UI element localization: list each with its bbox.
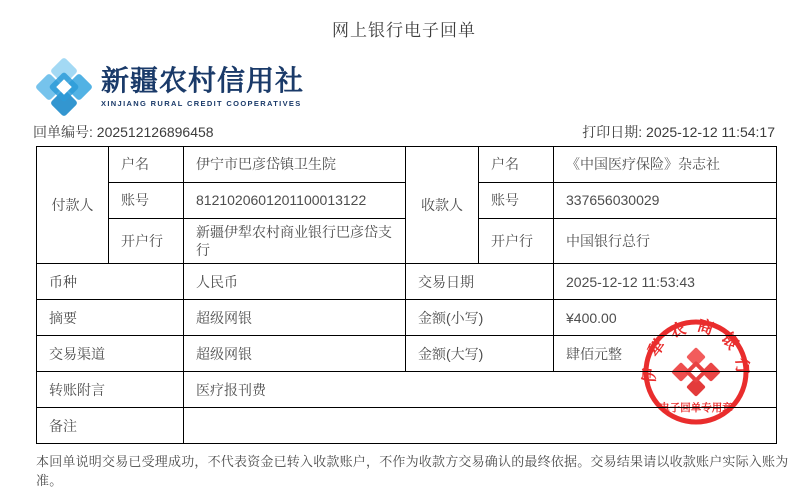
channel-label: 交易渠道 [37,336,184,372]
bank-logo [33,56,304,118]
amount-words-value: 肆佰元整 [554,336,777,372]
amount-figures-value: ¥400.00 [554,300,777,336]
payee-account-value: 337656030029 [554,183,777,219]
payer-bank-value: 新疆伊犁农村商业银行巴彦岱支行 [184,219,406,264]
currency-label: 币种 [37,264,184,300]
payer-account-value: 8121020601201100013122 [184,183,406,219]
payer-role-cell: 付款人 [37,147,109,264]
meta-row [33,122,775,142]
print-date-value: 2025-12-12 11:54:17 [646,124,775,140]
receipt-table [36,146,777,444]
bank-name-en: XINJIANG RURAL CREDIT COOPERATIVES [101,99,302,109]
payee-name-value: 《中国医疗保险》杂志社 [554,147,777,183]
bank-flower-icon [33,56,95,118]
print-date-label: 打印日期: [582,124,647,140]
payer-name-label: 户名 [109,147,184,183]
seal-arc-text: 伊犁农商银行 [641,317,751,384]
payer-account-label: 账号 [109,183,184,219]
trade-date-value: 2025-12-12 11:53:43 [554,264,777,300]
receipt-number-label: 回单编号: [33,124,97,140]
payee-name-label: 户名 [479,147,554,183]
table-row [37,264,777,300]
summary-value: 超级网银 [184,300,406,336]
receipt-number [33,122,214,142]
memo-label: 转账附言 [37,372,184,408]
bank-name-cn: 新疆农村信用社 [101,64,305,96]
footer-note: 本回单说明交易已受理成功，不代表资金已转入收款账户，不作为收款方交易确认的最终依据。交易结果请以收款账户实际入账为准。 [36,454,789,488]
payee-account-label: 账号 [479,183,554,219]
print-date [582,122,775,142]
memo-value: 医疗报刊费 [184,372,777,408]
table-row [37,300,777,336]
summary-label: 摘要 [37,300,184,336]
seal-bottom-text: 电子回单专用章 [659,402,733,414]
channel-value: 超级网银 [184,336,406,372]
bank-name-block [101,66,304,109]
amount-figures-label: 金额(小写) [406,300,554,336]
payee-bank-label: 开户行 [479,219,554,264]
payer-name-value: 伊宁市巴彦岱镇卫生院 [184,147,406,183]
table-row [37,147,777,183]
amount-words-label: 金额(大写) [406,336,554,372]
remark-label: 备注 [37,408,184,444]
remark-value [184,408,777,444]
page-title: 网上银行电子回单 [332,21,476,40]
payer-bank-label: 开户行 [109,219,184,264]
table-row [37,408,777,444]
currency-value: 人民币 [184,264,406,300]
receipt-number-value: 202512126896458 [96,124,214,140]
table-row [37,372,777,408]
payee-bank-value: 中国银行总行 [554,219,777,264]
payee-role-cell: 收款人 [406,147,479,264]
table-row [37,336,777,372]
trade-date-label: 交易日期 [406,264,554,300]
